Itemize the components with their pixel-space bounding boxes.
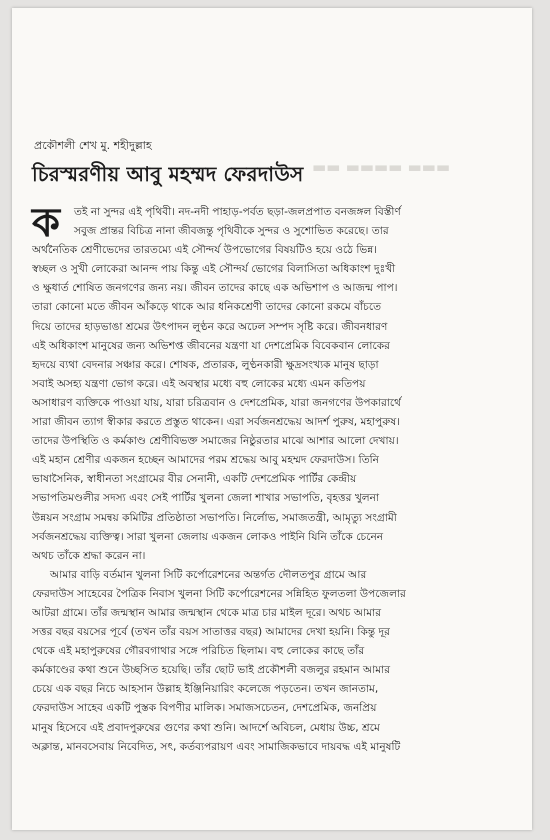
bleed-through-text: ▬▬ ▬▬▬▬ ▬▬▬ xyxy=(312,158,450,176)
body-line: এই মহান শ্রেণীর একজন হচ্ছেন আমাদের পরম শ্রদ্ধেয় আবু মহম্মদ ফেরদাউস। তিনি xyxy=(32,454,380,467)
body-line: ভাষাসৈনিক, স্বাধীনতা সংগ্রামের বীর সেনানী, একটি দেশপ্রেমিক পার্টির কেন্দ্রীয় xyxy=(32,473,357,486)
body-line: ফেরদাউস সাহেব একটি পুস্তক বিপণীর মালিক। সমাজসচেতন, দেশপ্রেমিক, জনপ্রিয় xyxy=(32,702,377,715)
book-page xyxy=(12,8,532,830)
body-line: সবুজ প্রান্তর বিচিত্র নানা জীবজন্তু পৃথিবীকে সুন্দর ও সুশোভিত করেছে। তার xyxy=(74,225,389,238)
body-line: থেকে এই মহাপুরুষের গৌরবগাথার সঙ্গে পরিচিত ছিলাম। বহু লোকের কাছে তাঁর xyxy=(32,645,365,658)
body-line: আটরা গ্রামে। তাঁর জন্মস্থান আমার জন্মস্থান থেকে মাত্র চার মাইল দূরে। অথচ আমার xyxy=(32,606,382,619)
body-line: চেয়ে এক বছর নিচে আহসান উল্লাহ ইঞ্জিনিয়ারিং কলেজে পড়তেন। তখন জানতাম, xyxy=(32,683,379,696)
body-line: সভাপতিমণ্ডলীর সদস্য এবং সেই পার্টির খুলনা জেলা শাখার সভাপতি, বৃহত্তর খুলনা xyxy=(32,492,380,505)
body-line: সবাই অসহ্য যন্ত্রণা ভোগ করে। এই অবস্থার মধ্যে বহু লোকের মধ্যে এমন কতিপয় xyxy=(32,377,366,390)
body-line: তাদের উপস্থিতি ও কর্মকাণ্ড শ্রেণীবিভক্ত সমাজের নিষ্ঠুরতার মাঝে আশার আলো দেখায়। xyxy=(32,435,399,448)
body-line: উন্নয়ন সংগ্রাম সমন্বয় কমিটির প্রতিষ্ঠাতা সভাপতি। নির্লোভ, সমাজতন্ত্রী, আমৃত্যু সংগ্রামী xyxy=(32,511,397,524)
body-line: স্বচ্ছল ও সুখী লোকেরা আনন্দ পায় কিন্তু এই সৌন্দর্য ভোগের বিলাসিতা অধিকাংশ দুঃখী xyxy=(32,263,396,276)
body-line: তই না সুন্দর এই পৃথিবী। নদ-নদী পাহাড়-পর্বত ছড়া-জলপ্রপাত বনজঙ্গল বিস্তীর্ণ xyxy=(74,206,401,218)
drop-cap: ক xyxy=(32,200,60,246)
body-line: সারা জীবন ত্যাগ স্বীকার করতে প্রস্তুত থাকেন। এরা সর্বজনশ্রদ্ধেয় আদর্শ পুরুষ, মহাপুরুষ। xyxy=(32,416,401,429)
body-line: সর্বজনশ্রদ্ধেয় ব্যক্তিত্ব। সারা খুলনা জেলায় একজন লোকও পাইনি যিনি তাঁকে চেনেন xyxy=(32,530,384,543)
body-line: হৃদয়ে ব্যথা বেদনার সঞ্চার করে। শোষক, প্রতারক, লুণ্ঠনকারী ক্ষুদ্রসংখ্যক মানুষ ছাড়া xyxy=(32,358,379,371)
body-line: অক্লান্ত, মানবসেবায় নিবেদিত, সৎ, কর্তব্যপরায়ণ এবং সামাজিকভাবে দায়বদ্ধ এই মানুষটি xyxy=(32,740,401,753)
article-title: চিরস্মরণীয় আবু মহম্মদ ফেরদাউস xyxy=(32,162,304,186)
body-line: অথচ তাঁকে শ্রদ্ধা করেন না। xyxy=(32,549,146,562)
author-name: প্রকৌশলী শেখ মু. শহীদুল্লাহ xyxy=(34,139,152,152)
body-line: এই অধিকাংশ মানুষের জন্য অভিশপ্ত জীবনের যন্ত্রণা যা দেশপ্রেমিক বিবেকবান লোকের xyxy=(32,339,390,352)
body-line: অর্থনৈতিক শ্রেণীভেদের তারতম্যে এই সৌন্দর্য উপভোগের বিষয়টিও হয়ে ওঠে ভিন্ন। xyxy=(32,244,378,257)
body-line: ও ক্ষুধার্ত শোষিত জনগণের জন্য নয়। জীবন তাদের কাছে এক অভিশাপ ও আজন্ম পাপ। xyxy=(32,282,398,295)
body-line: সত্তর বছর বয়সের পূর্বে (তখন তাঁর বয়স সাতাত্তর বছর) আমাদের দেখা হয়নি। কিন্তু দূর xyxy=(32,626,390,639)
body-line: আমার বাড়ি বর্তমান খুলনা সিটি কর্পোরেশনের অন্তর্গত দৌলতপুর গ্রামে আর xyxy=(50,568,367,581)
body-line: অসাধারণ ব্যক্তিকে পাওয়া যায়, যারা চরিত্রবান ও দেশপ্রেমিক, যারা জনগণের উপকারার্থে xyxy=(32,396,402,409)
body-line: দিয়ে তাদের হাড়ভাঙা শ্রমের উৎপাদন লুণ্ঠন করে অঢেল সম্পদ সৃষ্টি করে। জীবনধারণ xyxy=(32,320,388,333)
article-body xyxy=(32,200,512,757)
body-line: তারা কোনো মতে জীবন আঁকড়ে থাকে আর ধনিকশ্রেণী তাদের কোনো রকমে বাঁচতে xyxy=(32,301,382,314)
body-line: ফেরদাউস সাহেবের পৈত্রিক নিবাস খুলনা সিটি কর্পোরেশনের সন্নিহিত ফুলতলা উপজেলার xyxy=(32,587,406,600)
body-line: মানুষ হিসেবে এই প্রবাদপুরুষের গুণের কথা শুনি। আদর্শে অবিচল, মেধায় উচ্চ, শ্রমে xyxy=(32,721,380,734)
body-line: কর্মকাণ্ডের কথা শুনে উচ্ছসিত হয়েছি। তাঁর ছোট ভাই প্রকৌশলী বজলুর রহমান আমার xyxy=(32,664,391,677)
